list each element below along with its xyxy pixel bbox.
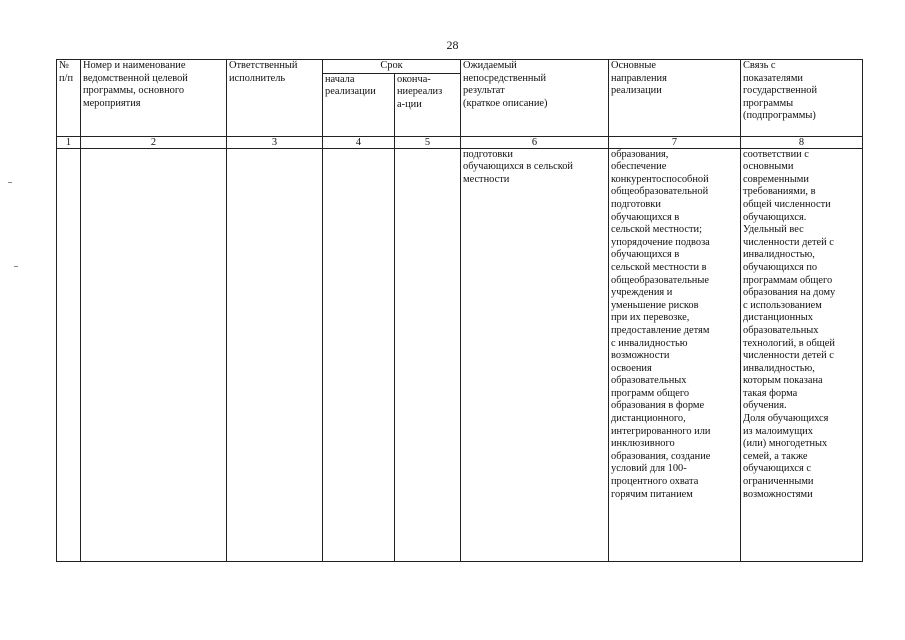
header-executor: Ответственный исполнитель <box>227 60 323 137</box>
cell-directions: образования, обеспечение конкурентоспособной общеобразовательной подготовки обучающихся в сельской местности; упорядочение подвоза обучающихся в сельской местности в общеобразовательные учреждения и уменьшение рисков при их перевозке, предоставление детям с инвалидностью возможности освоения образовательных программ общего образования в форме дистанционного, интегрированного или инклюзивного образования, создание условий для 100- процентного охвата горячим питанием <box>609 148 741 561</box>
column-number: 7 <box>609 136 741 148</box>
scan-mark <box>14 266 18 267</box>
column-number: 6 <box>461 136 609 148</box>
cell-num <box>57 148 81 561</box>
header-result: Ожидаемый непосредственный результат (краткое описание) <box>461 60 609 137</box>
header-directions: Основные направления реализации <box>609 60 741 137</box>
program-table <box>56 59 863 562</box>
cell-result: подготовки обучающихся в сельской местности <box>461 148 609 561</box>
column-number: 5 <box>395 136 461 148</box>
header-term-start: начала реализации <box>323 73 395 136</box>
column-number: 2 <box>81 136 227 148</box>
header-row <box>57 60 863 74</box>
header-program: Номер и наименование ведомственной целевой программы, основного мероприятия <box>81 60 227 137</box>
cell-executor <box>227 148 323 561</box>
scan-mark <box>8 182 12 183</box>
header-term: Срок <box>323 60 461 74</box>
table-row <box>57 148 863 561</box>
header-link: Связь с показателями государственной программы (подпрограммы) <box>741 60 863 137</box>
header-term-end: оконча- ниереализ а-ции <box>395 73 461 136</box>
cell-term-end <box>395 148 461 561</box>
column-number: 8 <box>741 136 863 148</box>
page-number: 28 <box>446 38 459 52</box>
cell-program <box>81 148 227 561</box>
column-number: 4 <box>323 136 395 148</box>
header-num: № п/п <box>57 60 81 137</box>
column-number-row <box>57 136 863 148</box>
column-number: 3 <box>227 136 323 148</box>
cell-link: соответствии с основными современными требованиями, в общей численности обучающихся. Удельный вес численности детей с инвалидностью, обучающихся по программам общего образования на дому с использованием дистанционных образовательных технологий, в общей численности детей с инвалидностью, которым показана такая форма обучения. Доля обучающихся из малоимущих (или) многодетных семей, а также обучающихся с ограниченными возможностями <box>741 148 863 561</box>
column-number: 1 <box>57 136 81 148</box>
cell-term-start <box>323 148 395 561</box>
